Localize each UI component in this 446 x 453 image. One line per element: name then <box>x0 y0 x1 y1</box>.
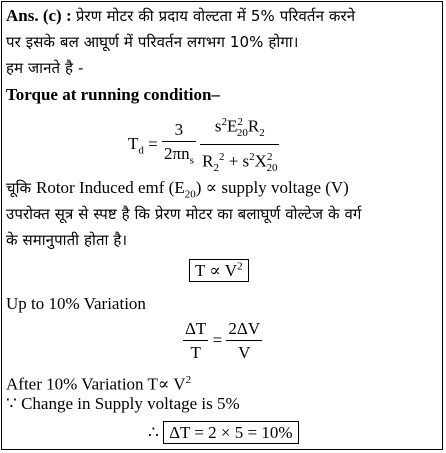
ratio-left: $\frac{\Delta T}{T}$ <box>185 319 207 362</box>
formula-fraction-1: $\frac{3}{2\pi n_s}$ <box>163 119 194 167</box>
boxed-result: ΔT = 2 × 5 = 10% <box>163 421 298 444</box>
answer-line-1 <box>6 6 355 26</box>
torque-heading: Torque at running condition– <box>6 85 220 104</box>
therefore-line <box>148 423 299 443</box>
hindi-para-line1: उपरोक्त सूत्र से स्पष्ट है कि प्रेरण मोटर का बलाघूर्ण वोल्टेज के वर्ग <box>6 205 362 223</box>
we-know-text: हम जानते है - <box>6 59 84 77</box>
boxed-proportionality: $T \propto V^2$ <box>189 260 249 281</box>
therefore-symbol: ∴ <box>148 423 159 442</box>
formula-lhs: $T_d$ <box>128 134 144 157</box>
torque-formula <box>128 111 279 180</box>
ratio-formula <box>183 318 262 365</box>
after-variation-line: After 10% Variation $T\propto V^2$ <box>6 374 192 394</box>
answer-hindi-line1: प्रेरण मोटर की प्रदाय वोल्टता में 5% परिवर्तन करने <box>75 7 356 25</box>
because-line: ∵ Change in Supply voltage is 5% <box>6 394 240 413</box>
answer-hindi-line2: पर इसके बल आघूर्ण में परिवर्तन लगभग 10% होगा। <box>6 33 299 51</box>
ratio-equals: = <box>212 330 223 350</box>
rotor-emf-line: चूकि Rotor Induced emf $(E_{20})$ ∝ supply voltage (V) <box>6 178 349 201</box>
ratio-right: $\frac{2\Delta V}{V}$ <box>228 319 261 362</box>
hindi-para-line2: के समानुपाती होता है। <box>6 231 128 249</box>
formula-equals: = <box>148 134 158 154</box>
formula-fraction-2: $\frac{s^2E^2_{20}R_2}{R_2^2 + s^2X^2_{20}}$ <box>202 116 278 175</box>
answer-label: Ans. (c) : <box>6 6 72 25</box>
variation-line: Up to 10% Variation <box>6 294 146 313</box>
